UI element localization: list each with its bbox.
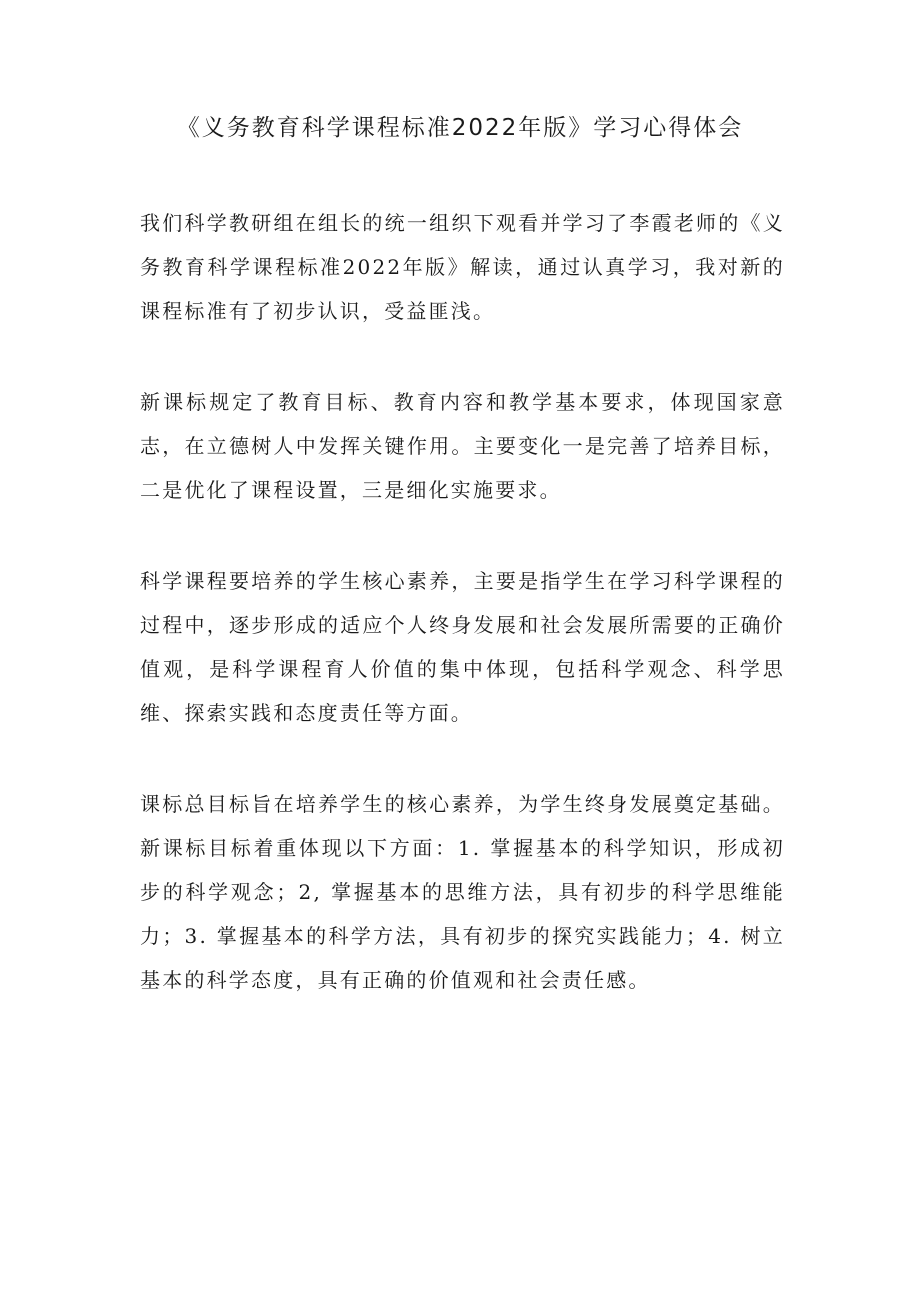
paragraph-goals: 课标总目标旨在培养学生的核心素养，为学生终身发展奠定基础。新课标目标着重体现以下方面：1. 掌握基本的科学知识，形成初步的科学观念；2, 掌握基本的思维方法，具有初步的科学思维能力；3. 掌握基本的科学方法，具有初步的探究实践能力；4. 树立基本的科学态度，具有正确的价值观和社会责任感。 [140, 792, 785, 992]
document-title: 《义务教育科学课程标准2022年版》学习心得体会 [176, 115, 744, 141]
paragraph-new-standard: 新课标规定了教育目标、教育内容和教学基本要求，体现国家意志，在立德树人中发挥关键作用。主要变化一是完善了培养目标，二是优化了课程设置，三是细化实施要求。 [140, 390, 785, 502]
document-body [140, 201, 785, 1002]
paragraph-core-literacy: 科学课程要培养的学生核心素养，主要是指学生在学习科学课程的过程中，逐步形成的适应个人终身发展和社会发展所需要的正确价值观，是科学课程育人价值的集中体现，包括科学观念、科学思维、探索实践和态度责任等方面。 [140, 569, 785, 725]
paragraph-intro: 我们科学教研组在组长的统一组织下观看并学习了李霞老师的《义务教育科学课程标准2022年版》解读，通过认真学习，我对新的课程标准有了初步认识，受益匪浅。 [140, 211, 785, 323]
